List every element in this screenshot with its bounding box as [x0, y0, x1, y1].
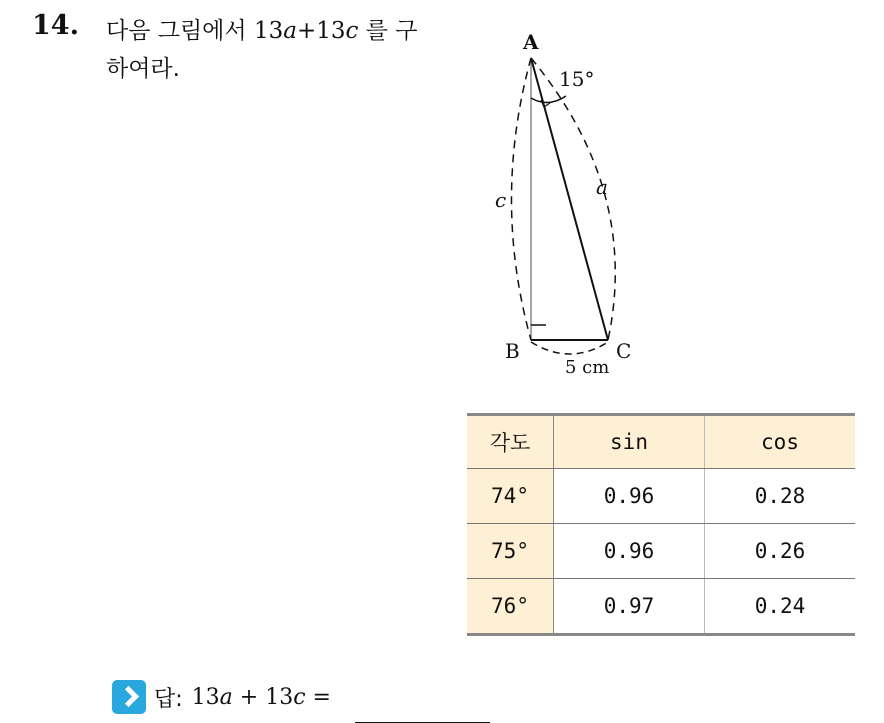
answer-blank[interactable] — [355, 692, 490, 723]
header-cos: cos — [705, 415, 856, 469]
cell-sin: 0.97 — [554, 579, 705, 635]
cell-sin: 0.96 — [554, 524, 705, 579]
dimension-bc — [531, 342, 608, 354]
table-row — [467, 469, 855, 524]
question-text-line2: 하여라. — [106, 56, 180, 82]
table-header-row — [467, 415, 855, 469]
answer-expression: 13a + 13c = — [191, 684, 331, 710]
cell-sin: 0.96 — [554, 469, 705, 524]
dimension-c — [512, 58, 532, 340]
cell-angle: 74° — [467, 469, 554, 524]
cell-cos: 0.26 — [705, 524, 856, 579]
answer-label: 답: — [154, 686, 183, 712]
question-math: 13a+13c — [253, 18, 359, 44]
side-bc-label: 5 cm — [565, 357, 610, 378]
side-c-label: c — [495, 188, 507, 212]
question-text — [106, 12, 446, 88]
trig-table — [467, 413, 855, 636]
angle-label: 15° — [559, 67, 595, 91]
table-row — [467, 579, 855, 635]
table-row — [467, 524, 855, 579]
cell-angle: 76° — [467, 579, 554, 635]
header-sin: sin — [554, 415, 705, 469]
answer-line — [112, 679, 490, 715]
cell-cos: 0.24 — [705, 579, 856, 635]
vertex-a-label: A — [523, 30, 539, 54]
header-angle: 각도 — [467, 415, 554, 469]
vertex-c-label: C — [616, 339, 632, 363]
cell-cos: 0.28 — [705, 469, 856, 524]
side-ac — [531, 58, 608, 340]
triangle-figure — [480, 20, 660, 385]
side-a-label: a — [596, 175, 608, 199]
vertex-b-label: B — [505, 339, 520, 363]
cell-angle: 75° — [467, 524, 554, 579]
question-number: 14. — [32, 10, 79, 41]
dimension-a — [531, 58, 615, 340]
question-text-part2: 를 구 — [358, 18, 418, 44]
chevron-right-icon — [112, 680, 146, 714]
question-text-part1: 다음 그림에서 — [106, 18, 254, 44]
